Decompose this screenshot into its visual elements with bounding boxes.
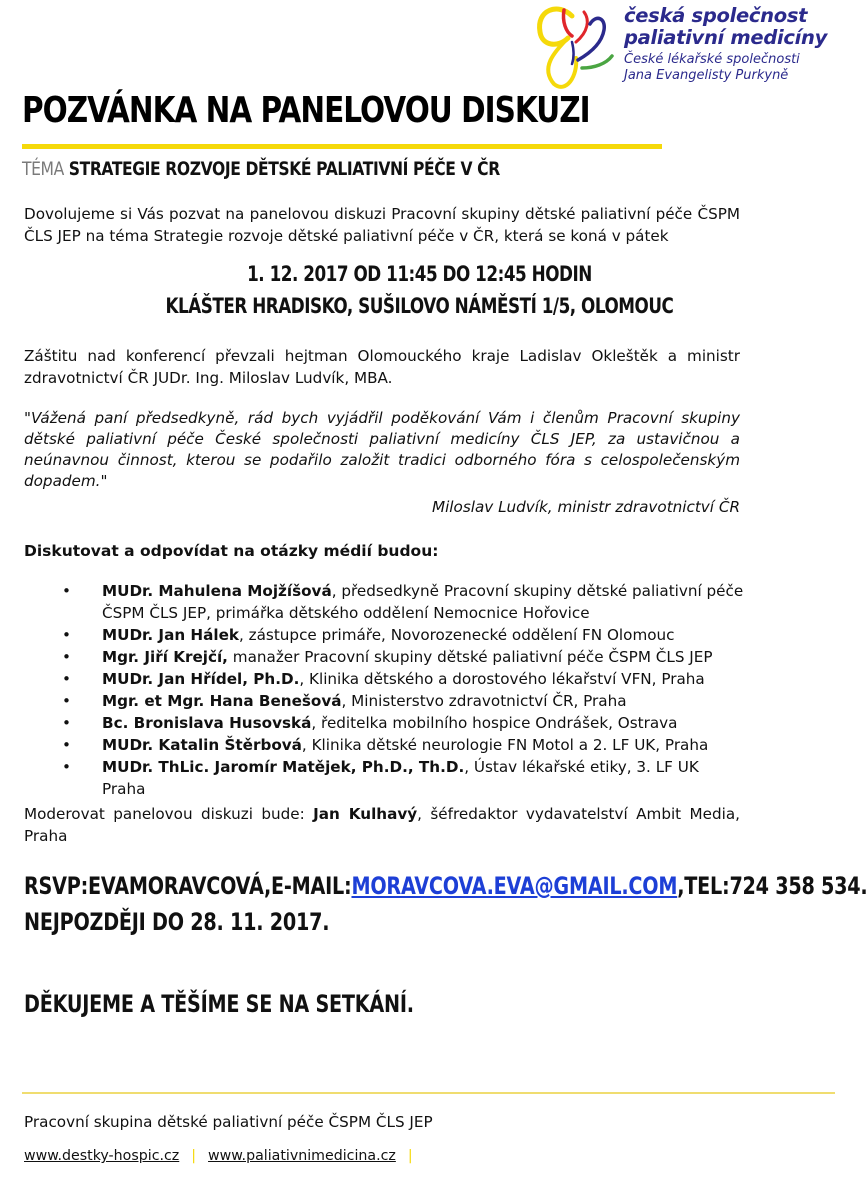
rsvp-tel: 724 358 534. — [729, 872, 867, 900]
panel-member-item — [24, 712, 744, 734]
panel-member-name: Mgr. et Mgr. Hana Benešová — [102, 692, 342, 710]
bullet-icon: • — [62, 714, 71, 732]
panel-member-item — [24, 668, 744, 690]
event-place — [24, 294, 814, 318]
panel-member-name: MUDr. Jan Hřídel, Ph.D. — [102, 670, 300, 688]
rsvp-label: RSVP: — [24, 872, 89, 900]
closing-thanks: DĚKUJEME A TĚŠÍME SE NA SETKÁNÍ. — [24, 990, 414, 1018]
minister-quote: "Vážená paní předsedkyně, rád bych vyjádřil poděkování Vám i členům Pracovní skupiny dětské paliativní péče České společnosti paliativní medicíny ČLS JEP, za ustavičnou a neúnavnou činnost, kterou se podařilo založit tradici odborného fóra s celospolečenským dopadem." — [24, 409, 740, 490]
moderator-prefix: Moderovat panelovou diskuzi bude: — [24, 805, 314, 823]
moderator-paragraph — [24, 804, 740, 847]
topic-line — [22, 158, 500, 180]
panel-member-item — [24, 624, 744, 646]
patronage-paragraph: Záštitu nad konferencí převzali hejtman Olomouckého kraje Ladislav Okleštěk a ministr zdravotnictví ČR JUDr. Ing. Miloslav Ludvík, MBA. — [24, 347, 740, 387]
moderator-name: Jan Kulhavý — [313, 805, 418, 823]
event-datetime-text: 1. 12. 2017 OD 11:45 DO 12:45 HODIN — [246, 262, 592, 286]
panel-member-description: manažer Pracovní skupiny dětské paliativní péče ČSPM ČLS JEP — [227, 648, 713, 666]
rsvp-tel-label: TEL: — [684, 872, 730, 900]
panel-member-description: , předsedkyně Pracovní skupiny dětské paliativní péče ČSPM ČLS JEP, primářka dětského oddělení Nemocnice Hořovice — [102, 582, 744, 622]
panel-member-name: MUDr. Katalin Štěrbová — [102, 736, 302, 754]
logo-text-line-4: Jana Evangelisty Purkyně — [624, 68, 789, 83]
footer-separator: | — [191, 1148, 197, 1164]
page-title: POZVÁNKA NA PANELOVOU DISKUZI — [22, 90, 590, 131]
panel-member-description: , Ústav lékařské etiky, 3. LF UK Praha — [102, 758, 699, 798]
logo-text-line-1: česká společnost — [624, 4, 808, 27]
intro-paragraph: Dovolujeme si Vás pozvat na panelovou diskuzi Pracovní skupiny dětské paliativní péče ČSPM ČLS JEP na téma Strategie rozvoje dětské paliativní péče v ČR, která se koná v pátek — [24, 205, 740, 245]
panel-member-description: , zástupce primáře, Novorozenecké oddělení FN Olomouc — [239, 626, 675, 644]
organization-logo — [532, 2, 832, 92]
footer-divider — [22, 1092, 835, 1094]
logo-text-line-2: paliativní medicíny — [624, 26, 828, 49]
panel-member-description: , Klinika dětské neurologie FN Motol a 2. LF UK, Praha — [301, 736, 709, 754]
panel-member-name: MUDr. Mahulena Mojžíšová — [102, 582, 332, 600]
panel-member-name: Mgr. Jiří Krejčí, — [102, 648, 228, 666]
panel-member-item — [24, 646, 744, 668]
panel-member-item — [24, 756, 744, 800]
footer-links — [24, 1148, 425, 1164]
panel-member-name: Bc. Bronislava Husovská — [102, 714, 312, 732]
logo-text-line-3: České lékařské společnosti — [624, 52, 800, 67]
bullet-icon: • — [62, 692, 71, 710]
rsvp-email-label: E-MAIL: — [271, 872, 352, 900]
panel-member-item — [24, 690, 744, 712]
panel-member-description: , Ministerstvo zdravotnictví ČR, Praha — [341, 692, 627, 710]
rsvp-email-link[interactable]: MORAVCOVA.EVA@GMAIL.COM — [351, 872, 678, 900]
footer-group-name: Pracovní skupina dětské paliativní péče ČSPM ČLS JEP — [24, 1113, 433, 1131]
panel-member-name: MUDr. ThLic. Jaromír Matějek, Ph.D., Th.D. — [102, 758, 465, 776]
rsvp-surname: MORAVCOVÁ, — [128, 872, 272, 900]
rsvp-deadline: NEJPOZDĚJI DO 28. 11. 2017. — [24, 908, 330, 936]
panel-member-name: MUDr. Jan Hálek — [102, 626, 239, 644]
quote-author: Miloslav Ludvík, ministr zdravotnictví ČR — [431, 498, 740, 516]
event-place-text: KLÁŠTER HRADISKO, SUŠILOVO NÁMĚSTÍ 1/5, OLOMOUC — [165, 294, 673, 318]
footer-separator: | — [407, 1148, 413, 1164]
event-datetime — [24, 262, 814, 286]
bullet-icon: • — [62, 670, 71, 688]
topic-value: STRATEGIE ROZVOJE DĚTSKÉ PALIATIVNÍ PÉČE V ČR — [68, 158, 500, 180]
bullet-icon: • — [62, 626, 71, 644]
rsvp-name: EVA — [88, 872, 129, 900]
topic-label: TÉMA — [22, 158, 64, 180]
rsvp-block — [24, 868, 867, 940]
moderator-suffix: , šéfredaktor vydavatelství Ambit Media, Praha — [24, 805, 741, 845]
panel-member-item — [24, 580, 744, 624]
panel-heading: Diskutovat a odpovídat na otázky médií budou: — [24, 542, 439, 560]
butterfly-logo-icon — [532, 2, 622, 92]
panel-members-list — [24, 580, 744, 800]
footer-link-destky-hospic[interactable]: www.destky-hospic.cz — [24, 1148, 180, 1164]
title-underline-divider — [22, 144, 662, 149]
rsvp-comma: , — [677, 872, 685, 900]
panel-member-item — [24, 734, 744, 756]
bullet-icon: • — [62, 736, 71, 754]
bullet-icon: • — [62, 758, 71, 776]
panel-member-description: , ředitelka mobilního hospice Ondrášek, Ostrava — [311, 714, 678, 732]
bullet-icon: • — [62, 648, 71, 666]
panel-member-description: , Klinika dětského a dorostového lékařství VFN, Praha — [299, 670, 705, 688]
bullet-icon: • — [62, 582, 71, 600]
footer-link-paliativnimedicina[interactable]: www.paliativnimedicina.cz — [208, 1148, 396, 1164]
